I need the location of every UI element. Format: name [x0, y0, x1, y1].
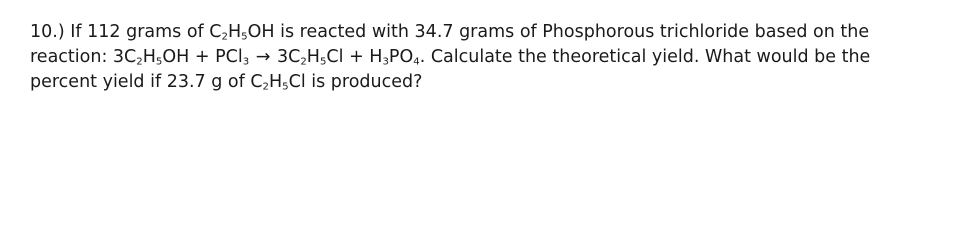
question-line-3: percent yield if 23.7 g of $C_2H_5Cl$ is produced? — [30, 72, 423, 93]
question-line-2: reaction: $3C_2H_5OH + PCl_3 \to 3C_2H_5Cl + H_3PO_4$. Calculate the theoretical yield. What would be the — [30, 45, 960, 70]
reaction-arrow: → — [255, 47, 271, 67]
question-number: 10.) — [30, 22, 65, 42]
question-text — [30, 20, 960, 95]
question-line-1: 10.) If 112 grams of $C_2H_5OH$ is reacted with 34.7 grams of Phosphorous trichloride based on the — [30, 22, 870, 43]
